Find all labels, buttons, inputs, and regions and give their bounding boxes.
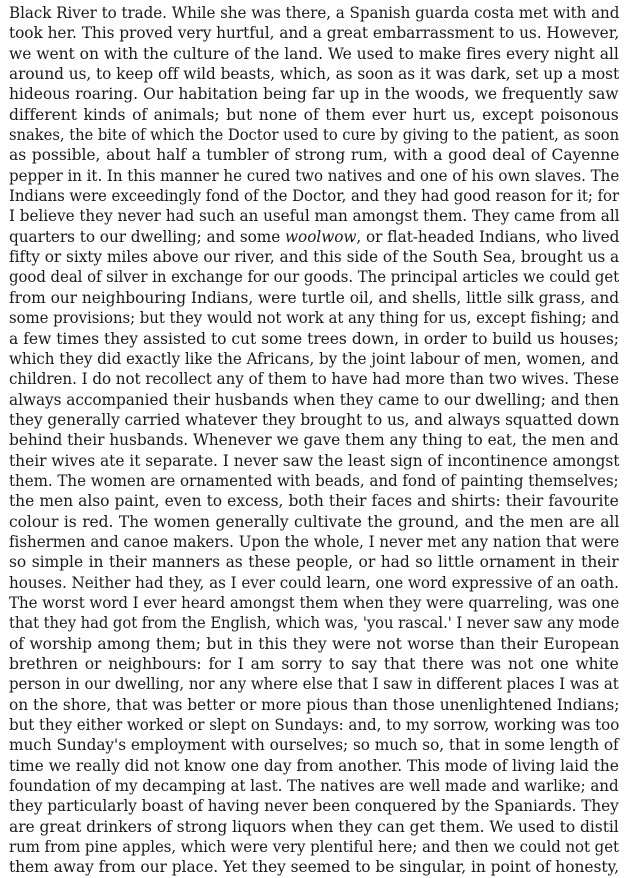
text-line: that they had got from the English, which was, 'you rascal.' I never saw any mode (9, 614, 620, 633)
text-line: time we really did not know one day from another. This mode of living laid the (9, 756, 619, 775)
text-line: them. The women are ornamented with beads, and fond of painting themselves; (9, 471, 619, 490)
text-line-with-italic (9, 227, 619, 247)
text-line: The worst word I ever heard amongst them when they were quarreling, was one (9, 593, 620, 612)
text-line: fishermen and canoe makers. Upon the whole, I never met any nation that were (9, 532, 620, 551)
text-line: snakes, the bite of which the Doctor used to cure by giving to the patient, as soon (9, 126, 620, 145)
text-line: colour is red. The women generally cultivate the ground, and the men are all (9, 512, 620, 531)
text-line: brethren or neighbours: for I am sorry to say that there was not one white (9, 655, 619, 673)
text-line: we went on with the culture of the land. We used to make fires every night all (9, 44, 619, 63)
text-line: person in our dwelling, nor any where else that I saw in different places I was at (9, 675, 619, 694)
text-line: behind their husbands. Whenever we gave them any thing to eat, the men and (9, 431, 619, 450)
text-line: always accompanied their husbands when they came to our dwelling; and then (9, 390, 619, 409)
text-line: some provisions; but they would not work at any thing for us, except fishing; and (9, 309, 620, 328)
text-line: of worship among them; but in this they were not worse than their European (9, 634, 620, 653)
text-line: which they did exactly like the Africans, by the joint labour of men, women, and (9, 349, 619, 368)
text-line: different kinds of animals; but none of them ever hurt us, except poisonous (9, 105, 619, 124)
text-line: on the shore, that was better or more pious than those unenlightened Indians; (9, 695, 620, 714)
text-line: around us, to keep off wild beasts, which, as soon as it was dark, set up a most (9, 65, 620, 84)
text-line: fifty or sixty miles above our river, and this side of the South Sea, brought us a (9, 248, 620, 267)
text-line: Black River to trade. While she was there, a Spanish guarda costa met with and (9, 4, 620, 22)
text-line: as possible, about half a tumbler of strong rum, with a good deal of Cayenne (9, 146, 620, 165)
text-line: I believe they never had such an useful man amongst them. They came from all (9, 207, 620, 226)
text-line: children. I do not recollect any of them to have had more than two wives. These (9, 370, 619, 389)
text-line: took her. This proved very hurtful, and a great embarrassment to us. However, (9, 24, 620, 43)
text-line: are great drinkers of strong liquors when they can get them. We used to distil (9, 817, 619, 836)
text-line: good deal of silver in exchange for our goods. The principal articles we could get (9, 268, 620, 287)
text-line: much Sunday's employment with ourselves; so much so, that in some length of (9, 736, 619, 755)
text-line: they generally carried whatever they brought to us, and always squatted down (9, 410, 620, 429)
text-line: houses. Neither had they, as I ever could learn, one word expressive of an oath. (9, 573, 619, 592)
text-line: pepper in it. In this manner he cured two natives and one of his own slaves. The (9, 166, 620, 185)
text-line: the men also paint, even to excess, both their faces and shirts: their favourite (9, 492, 619, 511)
text-fragment: , or flat-headed Indians, who lived (356, 227, 620, 246)
body-text (9, 3, 619, 878)
text-line: but they either worked or slept on Sundays: and, to my sorrow, working was too (9, 716, 620, 735)
text-line: their wives ate it separate. I never saw the least sign of incontinence amongst (9, 451, 620, 470)
text-line: a few times they assisted to cut some trees down, in order to build us houses; (9, 329, 619, 348)
text-fragment: quarters to our dwelling; and some (9, 227, 286, 246)
text-line: them away from our place. Yet they seemed to be singular, in point of honesty, (9, 858, 619, 877)
text-line: from our neighbouring Indians, were turtle oil, and shells, little silk grass, and (9, 288, 620, 307)
text-line: foundation of my decamping at last. The natives are well made and warlike; and (9, 777, 619, 796)
text-line: so simple in their manners as these people, or had so little ornament in their (9, 553, 619, 572)
text-line: rum from pine apples, which were very plentiful here; and then we could not get (9, 838, 619, 857)
text-line: Indians were exceedingly fond of the Doctor, and they had good reason for it; for (9, 187, 620, 206)
text-line: they particularly boast of having never been conquered by the Spaniards. They (9, 797, 619, 816)
italic-term: woolwow (285, 227, 357, 246)
text-line: hideous roaring. Our habitation being far up in the woods, we frequently saw (9, 85, 619, 104)
